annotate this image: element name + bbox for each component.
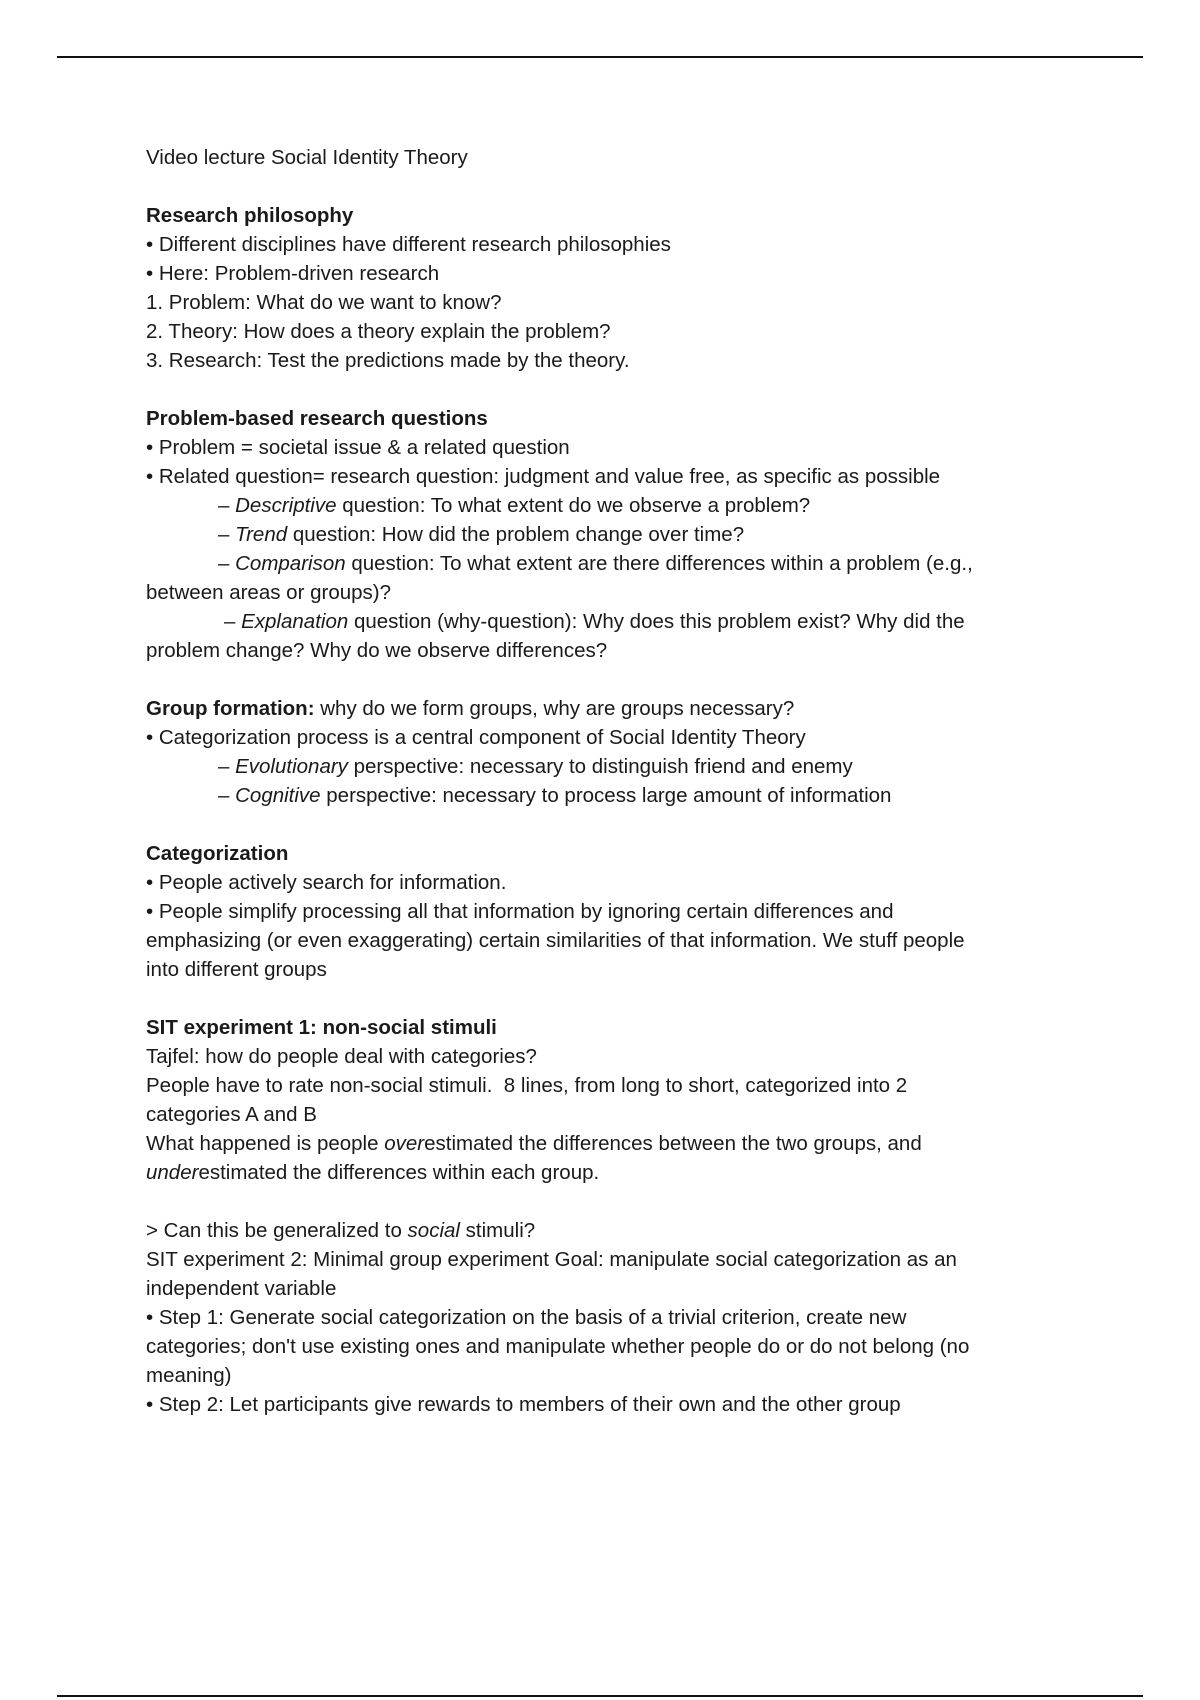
bullet-item-step-2: • Step 2: Let participants give rewards to members of their own and the other group xyxy=(146,1393,901,1416)
dash-item-descriptive: – Descriptive question: To what extent do we observe a problem? xyxy=(218,494,811,517)
bullet-item-cont: meaning) xyxy=(146,1364,232,1387)
bottom-rule xyxy=(57,1695,1143,1697)
heading-categorization: Categorization xyxy=(146,842,289,865)
heading-problem-based-questions: Problem-based research questions xyxy=(146,407,488,430)
bullet-item: • People actively search for information. xyxy=(146,871,507,894)
dash-item-comparison: – Comparison question: To what extent are there differences within a problem (e.g., xyxy=(218,552,973,575)
paragraph-line: SIT experiment 2: Minimal group experiment Goal: manipulate social categorization as an xyxy=(146,1248,957,1271)
paragraph-line: Tajfel: how do people deal with categories? xyxy=(146,1045,537,1068)
bullet-item: • Here: Problem-driven research xyxy=(146,262,440,285)
heading-sit-experiment-1: SIT experiment 1: non-social stimuli xyxy=(146,1016,497,1039)
bullet-item-cont: categories; don't use existing ones and manipulate whether people do or do not belong (no xyxy=(146,1335,970,1358)
dash-item-evolutionary: – Evolutionary perspective: necessary to distinguish friend and enemy xyxy=(218,755,853,778)
bullet-item: • Problem = societal issue & a related question xyxy=(146,436,570,459)
bullet-item-cont: into different groups xyxy=(146,958,327,981)
numbered-item: 2. Theory: How does a theory explain the problem? xyxy=(146,320,611,343)
bullet-item-cont: emphasizing (or even exaggerating) certain similarities of that information. We stuff people xyxy=(146,929,965,952)
question-line: > Can this be generalized to social stimuli? xyxy=(146,1219,536,1242)
paragraph-line: What happened is people overestimated the differences between the two groups, and xyxy=(146,1132,922,1155)
dash-item-trend: – Trend question: How did the problem change over time? xyxy=(218,523,745,546)
bullet-item: • Different disciplines have different research philosophies xyxy=(146,233,671,256)
paragraph-line: underestimated the differences within each group. xyxy=(146,1161,600,1184)
bullet-item: • Related question= research question: judgment and value free, as specific as possible xyxy=(146,465,941,488)
paragraph-line: independent variable xyxy=(146,1277,337,1300)
dash-item-cognitive: – Cognitive perspective: necessary to process large amount of information xyxy=(218,784,892,807)
paragraph-line: categories A and B xyxy=(146,1103,317,1126)
document-title: Video lecture Social Identity Theory xyxy=(146,146,468,169)
heading-research-philosophy: Research philosophy xyxy=(146,204,354,227)
bullet-item: • People simplify processing all that information by ignoring certain differences and xyxy=(146,900,894,923)
bullet-item: • Categorization process is a central component of Social Identity Theory xyxy=(146,726,806,749)
bullet-item-step-1: • Step 1: Generate social categorization on the basis of a trivial criterion, create new xyxy=(146,1306,907,1329)
top-rule xyxy=(57,56,1143,58)
heading-group-formation: Group formation: why do we form groups, why are groups necessary? xyxy=(146,697,795,720)
document-body xyxy=(146,143,1046,1419)
numbered-item: 1. Problem: What do we want to know? xyxy=(146,291,502,314)
dash-item-explanation: – Explanation question (why-question): Why does this problem exist? Why did the xyxy=(224,610,965,633)
numbered-item: 3. Research: Test the predictions made by the theory. xyxy=(146,349,630,372)
dash-item-explanation-cont: problem change? Why do we observe differences? xyxy=(146,639,608,662)
paragraph-line: People have to rate non-social stimuli. 8 lines, from long to short, categorized into 2 xyxy=(146,1074,908,1097)
dash-item-comparison-cont: between areas or groups)? xyxy=(146,581,392,604)
